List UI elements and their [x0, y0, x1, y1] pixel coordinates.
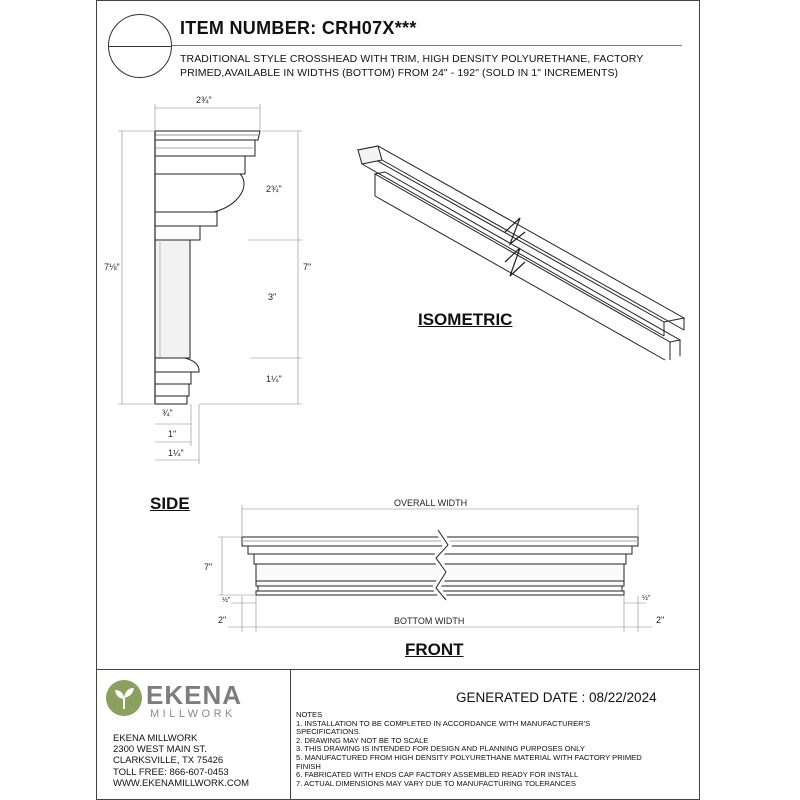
- note-line: FINISH: [296, 761, 321, 771]
- note-line: 7. ACTUAL DIMENSIONS MAY VARY DUE TO MANUFACTURING TOLERANCES: [296, 778, 576, 788]
- front-view: [242, 530, 638, 600]
- company-phone: TOLL FREE: 866-607-0453: [113, 766, 229, 778]
- note-line: 5. MANUFACTURED FROM HIGH DENSITY POLYURETHANE MATERIAL WITH FACTORY PRIMED: [296, 752, 642, 762]
- front-view-label: FRONT: [405, 640, 464, 659]
- dim-bottom-depth-c: 1¼": [168, 448, 184, 458]
- dim-crown-height: 2¾": [266, 184, 282, 194]
- dim-frieze-height: 3": [268, 292, 277, 302]
- footer-vertical-divider: [290, 669, 291, 800]
- company-city: CLARKSVILLE, TX 75426: [113, 755, 224, 767]
- isometric-view-label: ISOMETRIC: [418, 310, 513, 329]
- dim-left-return: 2": [218, 615, 227, 625]
- dim-top-depth: 2¾": [196, 95, 212, 105]
- leaf-logo-icon: [106, 680, 142, 716]
- note-line: SPECIFICATIONS.: [296, 727, 361, 737]
- company-logo-name: EKENA: [146, 680, 243, 710]
- item-number-title: ITEM NUMBER: CRH07X***: [180, 18, 417, 38]
- notes-block: [296, 711, 696, 788]
- dim-bottom-width: BOTTOM WIDTH: [394, 616, 465, 626]
- note-line: 2. DRAWING MAY NOT BE TO SCALE: [296, 735, 429, 745]
- dim-bottom-depth-b: 1": [168, 429, 177, 439]
- dim-left-small: ½": [222, 597, 231, 604]
- side-view-label: SIDE: [150, 494, 190, 513]
- note-line: 6. FABRICATED WITH ENDS CAP FACTORY ASSEMBLED READY FOR INSTALL: [296, 770, 579, 780]
- dim-overall-width: OVERALL WIDTH: [394, 498, 468, 508]
- dim-overall-height-right: 7": [303, 262, 312, 272]
- dim-bottom-height: 1¼": [266, 374, 282, 384]
- dim-right-small: ½": [642, 595, 651, 602]
- company-name: EKENA MILLWORK: [113, 733, 198, 744]
- company-website: WWW.EKENAMILLWORK.COM: [113, 777, 249, 789]
- note-line: 1. INSTALLATION TO BE COMPLETED IN ACCORDANCE WITH MANUFACTURER'S: [296, 718, 591, 728]
- note-line: 3. THIS DRAWING IS INTENDED FOR DESIGN AND PLANNING PURPOSES ONLY: [296, 744, 585, 754]
- dim-right-return: 2": [656, 615, 665, 625]
- dim-overall-height-left: 7⅛": [104, 262, 120, 272]
- dim-bottom-depth-a: ¾": [162, 408, 173, 418]
- company-street: 2300 WEST MAIN ST.: [113, 744, 207, 756]
- isometric-view: [358, 146, 684, 360]
- dim-front-height: 7": [204, 562, 213, 572]
- company-logo-sub: MILLWORK: [150, 708, 236, 720]
- footer-divider: [96, 669, 700, 670]
- side-profile: [155, 131, 260, 404]
- notes-title: NOTES: [296, 710, 323, 719]
- company-address: [113, 733, 249, 789]
- generated-date: GENERATED DATE : 08/22/2024: [456, 690, 657, 705]
- side-dimension-lines: [118, 104, 302, 464]
- product-description: TRADITIONAL STYLE CROSSHEAD WITH TRIM, HIGH DENSITY POLYURETHANE, FACTORY PRIMED,AVAILABLE IN WIDTHS (BOTTOM) FROM 24" - 192" (SOLD IN 1" INCREMENTS): [180, 53, 644, 79]
